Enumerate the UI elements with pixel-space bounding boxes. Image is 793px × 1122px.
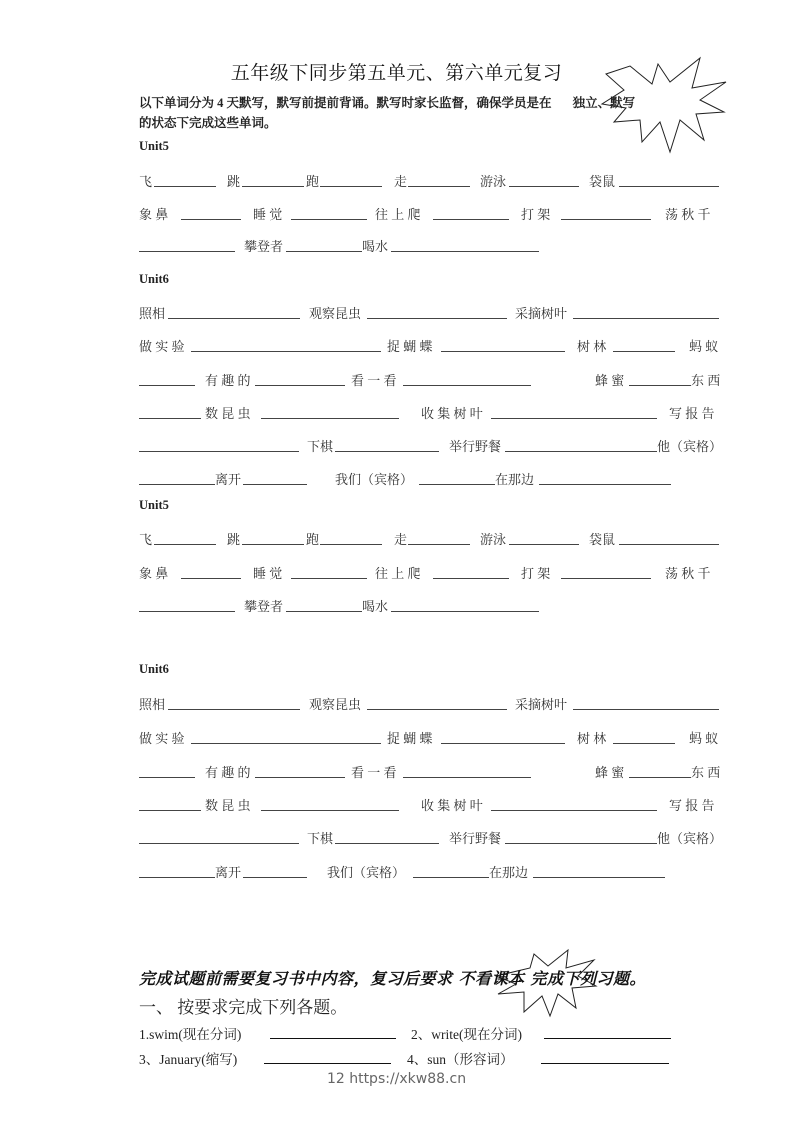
blank-line[interactable] xyxy=(291,578,367,579)
word: 蚂 蚁 xyxy=(689,731,719,746)
blank-line[interactable] xyxy=(154,544,216,545)
word: 在那边 xyxy=(489,865,529,880)
intro-line-2: 的状态下完成这些单词。 xyxy=(139,116,277,130)
word: 写 报 告 xyxy=(669,406,715,421)
blank-line[interactable] xyxy=(139,877,215,878)
word: 树 林 xyxy=(577,731,607,746)
blank-line[interactable] xyxy=(391,611,539,612)
word: 树 林 xyxy=(577,339,607,354)
word: 做 实 验 xyxy=(139,339,185,354)
word: 看 一 看 xyxy=(351,373,397,388)
word: 数 昆 虫 xyxy=(205,406,251,421)
page-title: 五年级下同步第五单元、第六单元复习 xyxy=(230,63,563,84)
blank-line[interactable] xyxy=(408,544,470,545)
page-footer[interactable]: 12 https://xkw88.cn xyxy=(326,1071,467,1087)
question-2: 2、write(现在分词) xyxy=(411,1027,522,1042)
word: 喝水 xyxy=(362,599,389,614)
blank-line[interactable] xyxy=(191,743,381,744)
word: 跑 xyxy=(306,174,320,189)
word: 采摘树叶 xyxy=(515,697,568,712)
word: 收 集 树 叶 xyxy=(421,406,483,421)
blank-line[interactable] xyxy=(168,709,300,710)
word: 我们（宾格） xyxy=(335,472,414,487)
intro-line-1 xyxy=(139,93,635,111)
word: 攀登者 xyxy=(244,239,284,254)
intro-text: 以下单词分为 4 天默写，默写前提前背诵。默写时家长监督，确保学员是在 xyxy=(139,96,552,110)
word: 离开 xyxy=(215,472,242,487)
notice-star-text: 不看课本 xyxy=(458,971,525,988)
blank-line[interactable] xyxy=(139,484,215,485)
blank-line[interactable] xyxy=(403,385,531,386)
word: 照相 xyxy=(139,306,166,321)
word: 下棋 xyxy=(307,439,334,454)
word: 走 xyxy=(394,174,408,189)
word: 看 一 看 xyxy=(351,765,397,780)
blank-line[interactable] xyxy=(286,611,362,612)
word: 荡 秋 千 xyxy=(665,207,711,222)
unit5-row-2 xyxy=(139,204,719,222)
word: 打 架 xyxy=(521,207,551,222)
blank-line[interactable] xyxy=(441,743,565,744)
word: 象 鼻 xyxy=(139,207,169,222)
blank-line[interactable] xyxy=(139,810,201,811)
word: 打 架 xyxy=(521,566,551,581)
word: 睡 觉 xyxy=(253,566,283,581)
word: 跳 xyxy=(227,532,241,547)
word: 捉 蝴 蝶 xyxy=(387,339,433,354)
blank-line[interactable] xyxy=(573,709,719,710)
blank-line[interactable] xyxy=(261,418,399,419)
word: 写 报 告 xyxy=(669,798,715,813)
blank-line[interactable] xyxy=(619,186,719,187)
word: 跳 xyxy=(227,174,241,189)
word: 飞 xyxy=(139,174,153,189)
unit6-heading: Unit6 xyxy=(139,272,169,286)
word: 有 趣 的 xyxy=(205,373,251,388)
word: 观察昆虫 xyxy=(309,697,362,712)
unit5-row-1 xyxy=(139,529,719,547)
unit6-row-4 xyxy=(139,403,719,421)
unit5-row-3 xyxy=(139,236,719,254)
word: 蜂 蜜 xyxy=(595,765,625,780)
blank-line[interactable] xyxy=(391,251,539,252)
word: 举行野餐 xyxy=(449,439,502,454)
blank-line[interactable] xyxy=(255,385,345,386)
blank-line[interactable] xyxy=(561,219,651,220)
word: 下棋 xyxy=(307,831,334,846)
question-1: 1.swim(现在分词) xyxy=(139,1027,242,1042)
blank-line[interactable] xyxy=(139,385,195,386)
blank-line[interactable] xyxy=(320,544,382,545)
blank-line[interactable] xyxy=(335,451,439,452)
word: 采摘树叶 xyxy=(515,306,568,321)
blank-line[interactable] xyxy=(629,777,691,778)
unit5-row-1 xyxy=(139,171,719,189)
unit5-row-3 xyxy=(139,596,719,614)
blank-line[interactable] xyxy=(367,318,507,319)
blank-line[interactable] xyxy=(261,810,399,811)
blank-line[interactable] xyxy=(139,418,201,419)
blank-line[interactable] xyxy=(139,777,195,778)
answer-line-1[interactable] xyxy=(270,1038,396,1039)
blank-line[interactable] xyxy=(286,251,362,252)
word: 往 上 爬 xyxy=(375,566,421,581)
word: 做 实 验 xyxy=(139,731,185,746)
blank-line[interactable] xyxy=(433,578,509,579)
notice-text-before: 完成试题前需要复习书中内容，复习后要求 xyxy=(139,971,453,988)
unit5-heading: Unit5 xyxy=(139,139,169,153)
blank-line[interactable] xyxy=(335,843,439,844)
blank-line[interactable] xyxy=(539,484,671,485)
blank-line[interactable] xyxy=(367,709,507,710)
word: 有 趣 的 xyxy=(205,765,251,780)
question-4: 4、sun（形容词） xyxy=(407,1052,514,1067)
word: 往 上 爬 xyxy=(375,207,421,222)
word: 在那边 xyxy=(495,472,535,487)
blank-line[interactable] xyxy=(139,451,299,452)
answer-line-3[interactable] xyxy=(264,1063,391,1064)
word: 观察昆虫 xyxy=(309,306,362,321)
blank-line[interactable] xyxy=(441,351,565,352)
blank-line[interactable] xyxy=(505,843,657,844)
word: 游泳 xyxy=(480,174,507,189)
unit5-heading: Unit5 xyxy=(139,498,169,512)
word: 我们（宾格） xyxy=(327,865,406,880)
word: 攀登者 xyxy=(244,599,284,614)
blank-line[interactable] xyxy=(433,219,509,220)
word: 睡 觉 xyxy=(253,207,283,222)
word: 袋鼠 xyxy=(589,174,616,189)
blank-line[interactable] xyxy=(242,186,304,187)
word: 照相 xyxy=(139,697,166,712)
blank-line[interactable] xyxy=(619,544,719,545)
blank-line[interactable] xyxy=(533,877,665,878)
word: 捉 蝴 蝶 xyxy=(387,731,433,746)
blank-line[interactable] xyxy=(243,877,307,878)
blank-line[interactable] xyxy=(491,418,657,419)
unit6-row-5 xyxy=(139,436,723,454)
blank-line[interactable] xyxy=(403,777,531,778)
word: 飞 xyxy=(139,532,153,547)
word: 袋鼠 xyxy=(589,532,616,547)
blank-line[interactable] xyxy=(408,186,470,187)
unit6-row-1 xyxy=(139,694,719,712)
blank-line[interactable] xyxy=(419,484,495,485)
unit6-row-2 xyxy=(139,728,719,746)
blank-line[interactable] xyxy=(255,777,345,778)
unit6-row-3 xyxy=(139,762,719,780)
unit6-row-3 xyxy=(139,370,719,388)
word: 举行野餐 xyxy=(449,831,502,846)
blank-line[interactable] xyxy=(613,743,675,744)
word: 走 xyxy=(394,532,408,547)
blank-line[interactable] xyxy=(573,318,719,319)
word: 象 鼻 xyxy=(139,566,169,581)
word: 他（宾格） xyxy=(657,439,723,454)
blank-line[interactable] xyxy=(139,251,235,252)
unit6-row-1 xyxy=(139,303,719,321)
unit6-heading: Unit6 xyxy=(139,662,169,676)
blank-line[interactable] xyxy=(561,578,651,579)
unit6-row-6 xyxy=(139,469,719,487)
word: 数 昆 虫 xyxy=(205,798,251,813)
unit6-row-5 xyxy=(139,828,723,846)
exercise-notice xyxy=(139,966,646,989)
answer-line-4[interactable] xyxy=(541,1063,669,1064)
notice-text-after: 完成下列习题。 xyxy=(530,971,647,988)
blank-line[interactable] xyxy=(242,544,304,545)
blank-line[interactable] xyxy=(168,318,300,319)
word: 跑 xyxy=(306,532,320,547)
unit5-row-2 xyxy=(139,563,719,581)
word: 他（宾格） xyxy=(657,831,723,846)
blank-line[interactable] xyxy=(181,219,241,220)
blank-line[interactable] xyxy=(413,877,489,878)
blank-line[interactable] xyxy=(509,544,579,545)
blank-line[interactable] xyxy=(491,810,657,811)
word: 收 集 树 叶 xyxy=(421,798,483,813)
word: 荡 秋 千 xyxy=(665,566,711,581)
blank-line[interactable] xyxy=(505,451,657,452)
blank-line[interactable] xyxy=(243,484,307,485)
blank-line[interactable] xyxy=(181,578,241,579)
word: 喝水 xyxy=(362,239,389,254)
word: 蚂 蚁 xyxy=(689,339,719,354)
question-3: 3、January(缩写) xyxy=(139,1052,238,1067)
section-title: 一、 按要求完成下列各题。 xyxy=(139,998,348,1017)
word: 离开 xyxy=(215,865,242,880)
blank-line[interactable] xyxy=(139,611,235,612)
unit6-row-2 xyxy=(139,336,719,354)
word: 蜂 蜜 xyxy=(595,373,625,388)
unit6-row-6 xyxy=(139,862,719,880)
blank-line[interactable] xyxy=(629,385,691,386)
unit6-row-4 xyxy=(139,795,719,813)
blank-line[interactable] xyxy=(139,843,299,844)
blank-line[interactable] xyxy=(320,186,382,187)
word: 东 西 xyxy=(691,373,721,388)
blank-line[interactable] xyxy=(154,186,216,187)
intro-star-text: 独立、默写 xyxy=(572,96,636,110)
blank-line[interactable] xyxy=(509,186,579,187)
blank-line[interactable] xyxy=(291,219,367,220)
answer-line-2[interactable] xyxy=(544,1038,671,1039)
word: 游泳 xyxy=(480,532,507,547)
blank-line[interactable] xyxy=(191,351,381,352)
blank-line[interactable] xyxy=(613,351,675,352)
word: 东 西 xyxy=(691,765,721,780)
